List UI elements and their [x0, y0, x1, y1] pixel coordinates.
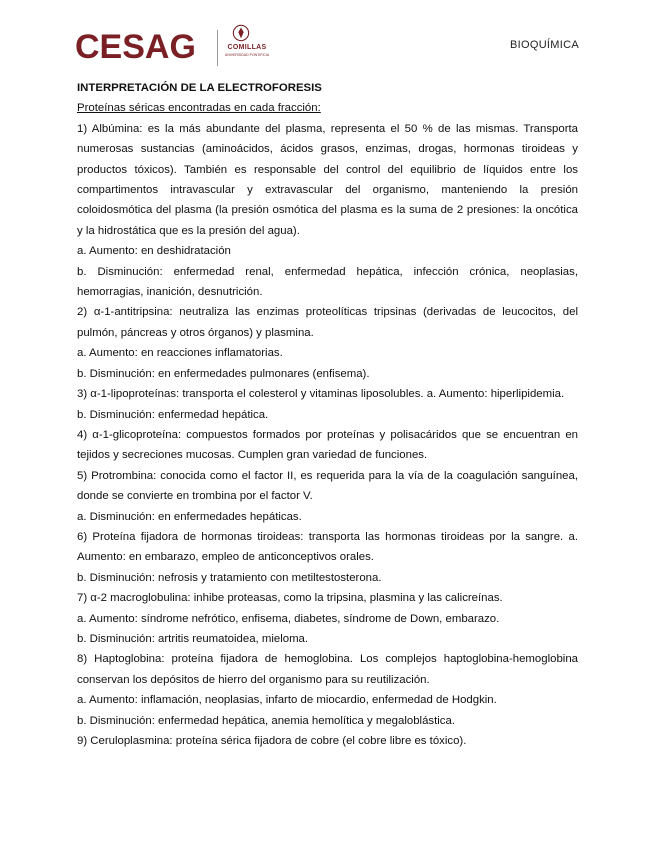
paragraph: 4) α-1-glicoproteína: compuestos formados por proteínas y polisacáridos que se encuentran en tejidos y secreciones mucosas. Cumplen gran variedad de funciones. [77, 428, 578, 462]
paragraph: b. Disminución: en enfermedades pulmonares (enfisema). [77, 367, 370, 380]
paragraph: a. Aumento: síndrome nefrótico, enfisema, diabetes, síndrome de Down, embarazo. [77, 612, 500, 625]
comillas-subtitle: UNIVERSIDAD PONTIFICIA [224, 53, 270, 57]
paragraph: b. Disminución: enfermedad hepática, anemia hemolítica y megaloblástica. [77, 714, 455, 727]
logo-divider [217, 30, 218, 66]
document-body [77, 78, 578, 751]
page-header [0, 0, 655, 80]
paragraph: b. Disminución: artritis reumatoidea, mieloma. [77, 632, 309, 645]
paragraph: 7) α-2 macroglobulina: inhibe proteasas, como la tripsina, plasmina y las calicreínas. [77, 592, 503, 605]
paragraph: 8) Haptoglobina: proteína fijadora de hemoglobina. Los complejos haptoglobina-hemoglobina conservan los depósitos de hierro del organismo para su reutilización. [77, 653, 578, 686]
paragraph: a. Aumento: inflamación, neoplasias, infarto de miocardio, enfermedad de Hodgkin. [77, 694, 497, 707]
paragraph: 1) Albúmina: es la más abundante del plasma, representa el 50 % de las mismas. Transporta numerosas sustancias (aminoácidos, ácidos grasos, enzimas, drogas, hormonas tiroideas y productos tóxicos). También es responsable del control del equilibrio de líquidos entre los compartimentos intravascular y extravascular del organismo, manteniendo la presión coloidosmótica del plasma (la presión osmótica del plasma es la suma de 2 presiones: la oncótica y la hidrostática que es la presión del agua). [77, 122, 578, 237]
paragraph: 3) α-1-lipoproteínas: transporta el colesterol y vitaminas liposolubles. a. Aumento: hiperlipidemia. [77, 388, 565, 401]
paragraph: b. Disminución: enfermedad hepática. [77, 408, 269, 421]
paragraph: a. Disminución: en enfermedades hepáticas. [77, 510, 302, 523]
comillas-seal-icon [232, 24, 250, 42]
cesag-logo: CESAG [75, 28, 196, 66]
paragraph: 9) Ceruloplasmina: proteína sérica fijadora de cobre (el cobre libre es tóxico). [77, 735, 467, 747]
section-label: BIOQUÍMICA [509, 39, 579, 51]
paragraph: 6) Proteína fijadora de hormonas tiroideas: transporta las hormonas tiroideas por la sangre. a. Aumento: en embarazo, empleo de anticonceptivos orales. [77, 530, 578, 564]
paragraph: a. Aumento: en reacciones inflamatorias. [77, 347, 283, 360]
paragraph: b. Disminución: enfermedad renal, enfermedad hepática, infección crónica, neoplasias, hemorragias, inanición, desnutrición. [77, 265, 578, 299]
paragraph: b. Disminución: nefrosis y tratamiento con metiltestosterona. [77, 571, 382, 584]
paragraph: 5) Protrombina: conocida como el factor II, es requerida para la vía de la coagulación sanguínea, donde se convierte en trombina por el factor V. [77, 469, 578, 503]
paragraph: 2) α-1-antitripsina: neutraliza las enzimas proteolíticas tripsinas (derivadas de leucocitos, del pulmón, páncreas y otros órganos) y plasmina. [77, 306, 578, 339]
document-title: INTERPRETACIÓN DE LA ELECTROFORESIS [77, 82, 322, 94]
comillas-wordmark: COMILLAS [227, 44, 267, 51]
paragraph: a. Aumento: en deshidratación [77, 245, 231, 258]
document-subtitle: Proteínas séricas encontradas en cada fracción: [77, 102, 321, 115]
